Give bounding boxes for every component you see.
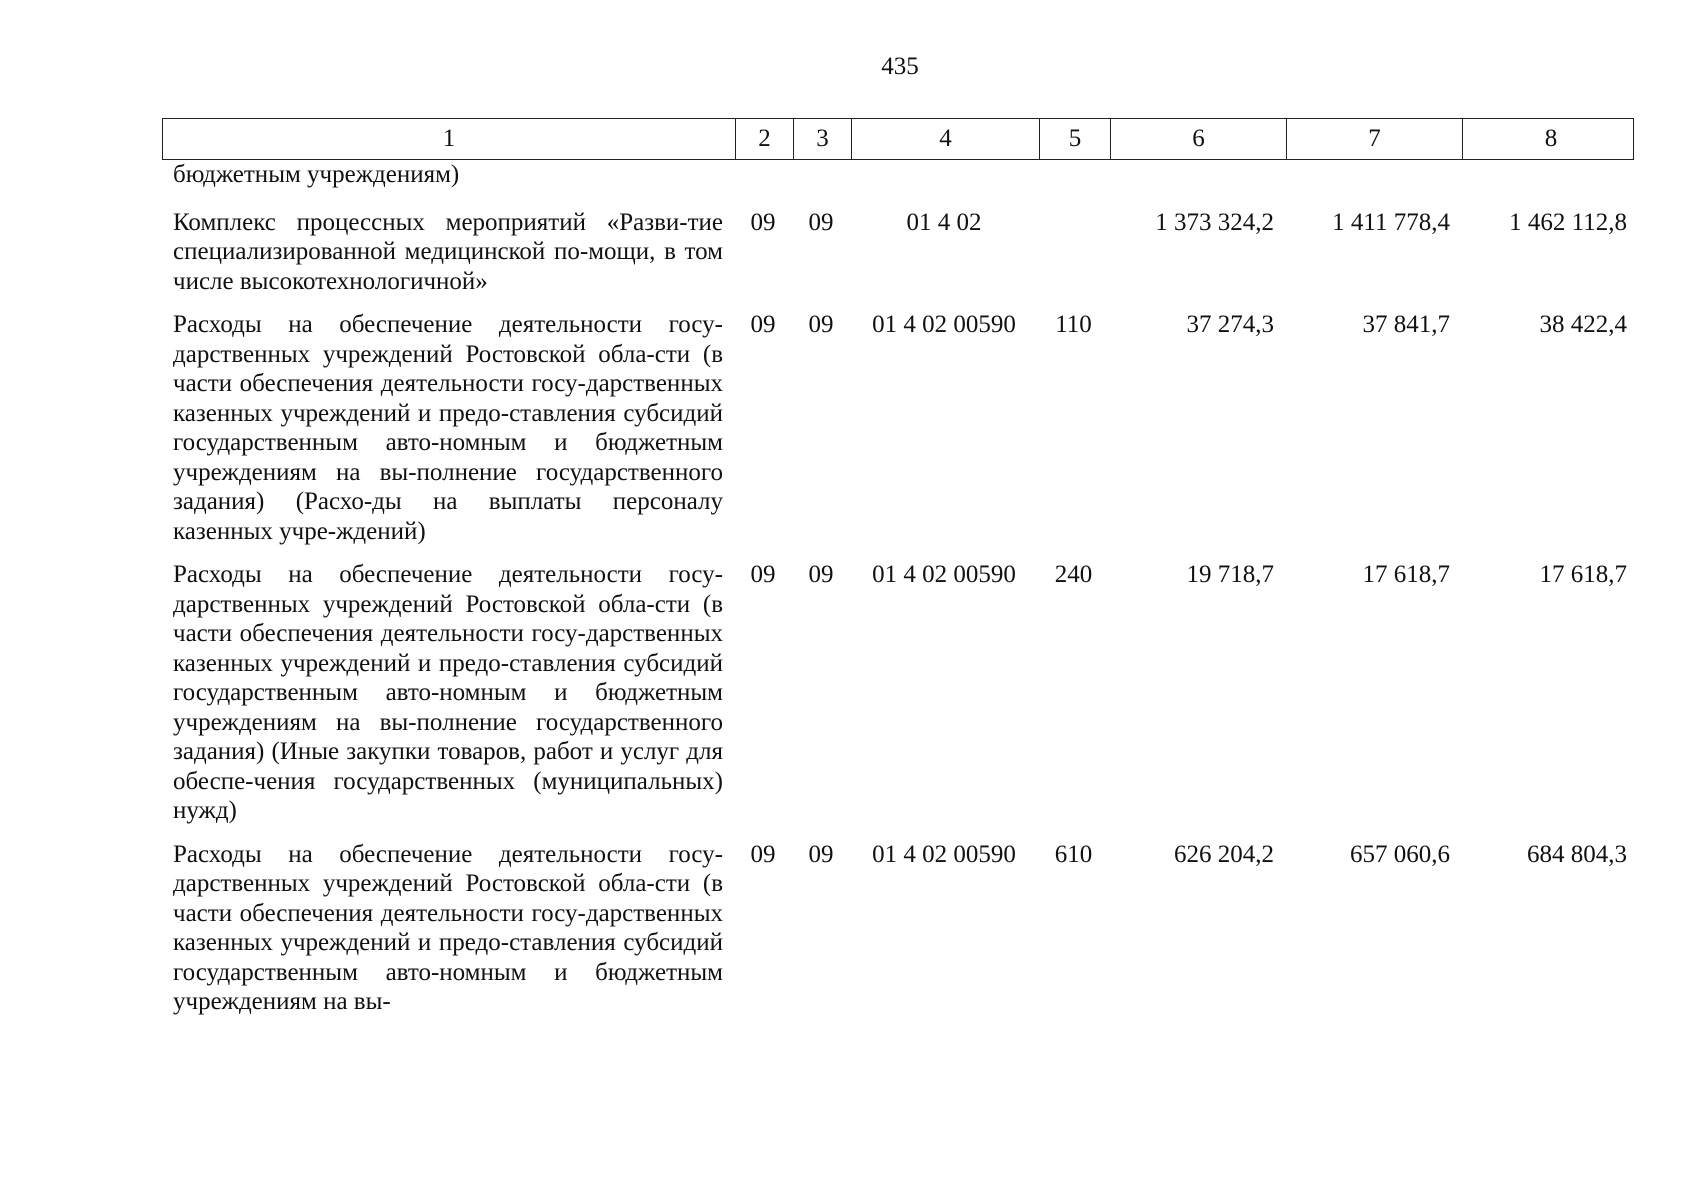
row-value-8: 684 804,3 xyxy=(1527,840,1627,868)
header-col-1: 1 xyxy=(442,125,456,152)
budget-table xyxy=(162,118,1634,1017)
row-pr: 09 xyxy=(808,208,834,236)
row-rz: 09 xyxy=(750,208,776,236)
table-row xyxy=(162,840,1634,1017)
row-value-6: 1 373 324,2 xyxy=(1155,208,1274,236)
table-header-row xyxy=(162,118,1634,160)
row-csr: 01 4 02 00590 xyxy=(872,311,1016,338)
row-value-8: 17 618,7 xyxy=(1539,561,1627,588)
header-col-8: 8 xyxy=(1462,119,1639,159)
row-value-6: 19 718,7 xyxy=(1186,561,1274,588)
table-row xyxy=(162,310,1634,546)
row-value-7: 17 618,7 xyxy=(1362,561,1450,588)
row-rz: 09 xyxy=(750,840,776,868)
row-rz: 09 xyxy=(750,311,776,338)
table-row xyxy=(162,208,1634,297)
page-number: 435 xyxy=(881,53,919,80)
row-vr: 110 xyxy=(1055,311,1092,338)
row-csr: 01 4 02 00590 xyxy=(872,561,1016,588)
row-value-8: 1 462 112,8 xyxy=(1509,208,1627,236)
row-text: Расходы на обеспечение деятельности госу-дарственных учреждений Ростовской обла-сти (в части обеспечения деятельности госу-дарственных казенных учреждений и предо-ставления субсидий государственным авто-номным и бюджетным учреждениям на вы-полнение государственного задания) (Расхо-ды на выплаты персоналу казенных учре-ждений) xyxy=(173,311,723,545)
row-text: Расходы на обеспечение деятельности госу-дарственных учреждений Ростовской обла-сти (в части обеспечения деятельности госу-дарственных казенных учреждений и предо-ставления субсидий государственным авто-номным и бюджетным учреждениям на вы- xyxy=(173,840,723,1015)
row-pr: 09 xyxy=(808,840,834,868)
row-pr: 09 xyxy=(808,311,834,338)
row-value-6: 37 274,3 xyxy=(1186,311,1274,338)
header-col-3: 3 xyxy=(793,119,851,159)
row-value-7: 657 060,6 xyxy=(1350,840,1450,868)
row-vr xyxy=(1038,208,1109,297)
row-value-6: 626 204,2 xyxy=(1174,840,1274,868)
row-text: Комплекс процессных мероприятий «Разви-тие специализированной медицинской по-мощи, в том числе высокотехнологичной» xyxy=(173,208,723,295)
row-csr: 01 4 02 00590 xyxy=(872,840,1016,868)
header-col-4: 4 xyxy=(851,119,1039,159)
header-col-6: 6 xyxy=(1110,119,1286,159)
row-text: Расходы на обеспечение деятельности госу-дарственных учреждений Ростовской обла-сти (в части обеспечения деятельности госу-дарственных казенных учреждений и предо-ставления субсидий государственным авто-номным и бюджетным учреждениям на вы-полнение государственного задания) (Иные закупки товаров, работ и услуг для обеспе-чения государственных (муниципальных) нужд) xyxy=(173,561,723,824)
header-col-5: 5 xyxy=(1039,119,1110,159)
row-value-7: 37 841,7 xyxy=(1362,311,1450,338)
row-rz: 09 xyxy=(750,561,776,588)
header-col-2: 2 xyxy=(735,119,793,159)
row-text: бюджетным учреждениям) xyxy=(173,161,460,188)
table-row-continuation xyxy=(162,160,1634,190)
row-csr: 01 4 02 xyxy=(906,208,982,236)
row-pr: 09 xyxy=(808,561,834,588)
row-vr: 610 xyxy=(1054,840,1093,868)
header-col-7: 7 xyxy=(1286,119,1462,159)
row-value-7: 1 411 778,4 xyxy=(1332,208,1450,236)
table-row xyxy=(162,560,1634,826)
row-vr: 240 xyxy=(1054,561,1093,588)
row-value-8: 38 422,4 xyxy=(1539,311,1627,338)
